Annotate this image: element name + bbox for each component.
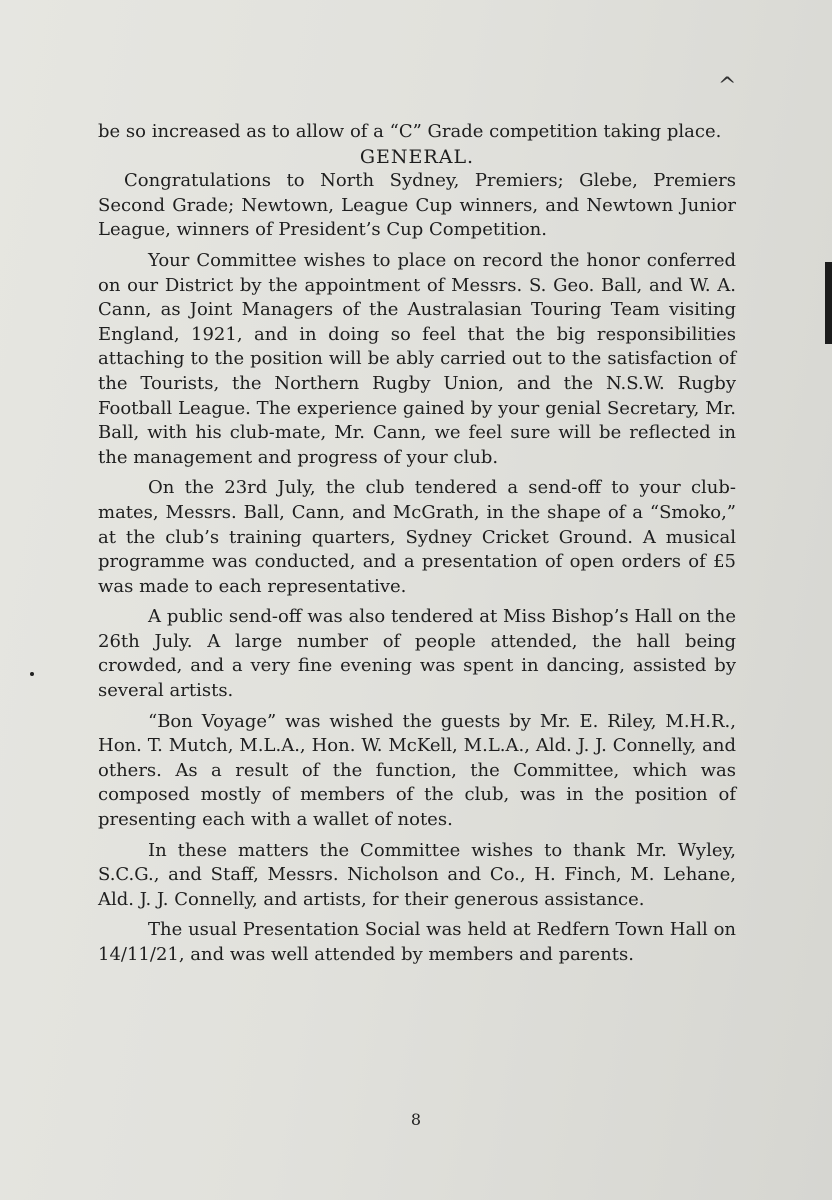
paragraph-presentation-social: The usual Presentation Social was held at Redfern Town Hall on 14/11/21, and was well attended by members and parents. <box>98 919 736 965</box>
ink-dot <box>30 672 34 676</box>
section-heading: GENERAL. <box>359 145 475 168</box>
paragraph-congratulations: Congratulations to North Sydney, Premiers; Glebe, Premiers Second Grade; Newtown, League Cup winners, and Newtown Junior League, winners of President’s Cup Competition. <box>98 170 736 241</box>
corner-mark: ^ <box>718 74 737 99</box>
page-edge-mark <box>825 262 832 344</box>
paragraph-public-send-off: A public send-off was also tendered at Miss Bishop’s Hall on the 26th July. A large number of people attended, the hall being crowded, and a very fine evening was spent in dancing, assisted by several artists. <box>98 606 736 702</box>
paragraph-send-off: On the 23rd July, the club tendered a send-off to your club-mates, Messrs. Ball, Cann, and McGrath, in the shape of a “Smoko,” at the club’s training quarters, Sydney Cricket Ground. A musical programme was conducted, and a presentation of open orders of £5 was made to each representative. <box>98 477 736 597</box>
paragraph-bon-voyage: “Bon Voyage” was wished the guests by Mr. E. Riley, M.H.R., Hon. T. Mutch, M.L.A., Hon. W. McKell, M.L.A., Ald. J. J. Connelly, and others. As a result of the function, the Committee, which was composed mostly of members of the club, was in the position of presenting each with a wallet of notes. <box>98 710 736 831</box>
intro-paragraph: be so increased as to allow of a “C” Grade competition taking place. <box>98 121 722 142</box>
body-text <box>98 120 736 968</box>
paragraph-thanks: In these matters the Committee wishes to thank Mr. Wyley, S.C.G., and Staff, Messrs. Nicholson and Co., H. Finch, M. Lehane, Ald. J. J. Connelly, and artists, for their generous assistance. <box>98 839 736 910</box>
page-number: 8 <box>410 1110 422 1129</box>
paragraph-managers: Your Committee wishes to place on record the honor conferred on our District by the appointment of Messrs. S. Geo. Ball, and W. A. Cann, as Joint Managers of the Australasian Touring Team visiting England, 1921, and in doing so feel that the big responsibilities attaching to the position will be ably carried out to the satisfaction of the Tourists, the Northern Rugby Union, and the N.S.W. Rugby Football League. The experience gained by your genial Secretary, Mr. Ball, with his club-mate, Mr. Cann, we feel sure will be reflected in the management and progress of your club. <box>98 249 736 468</box>
